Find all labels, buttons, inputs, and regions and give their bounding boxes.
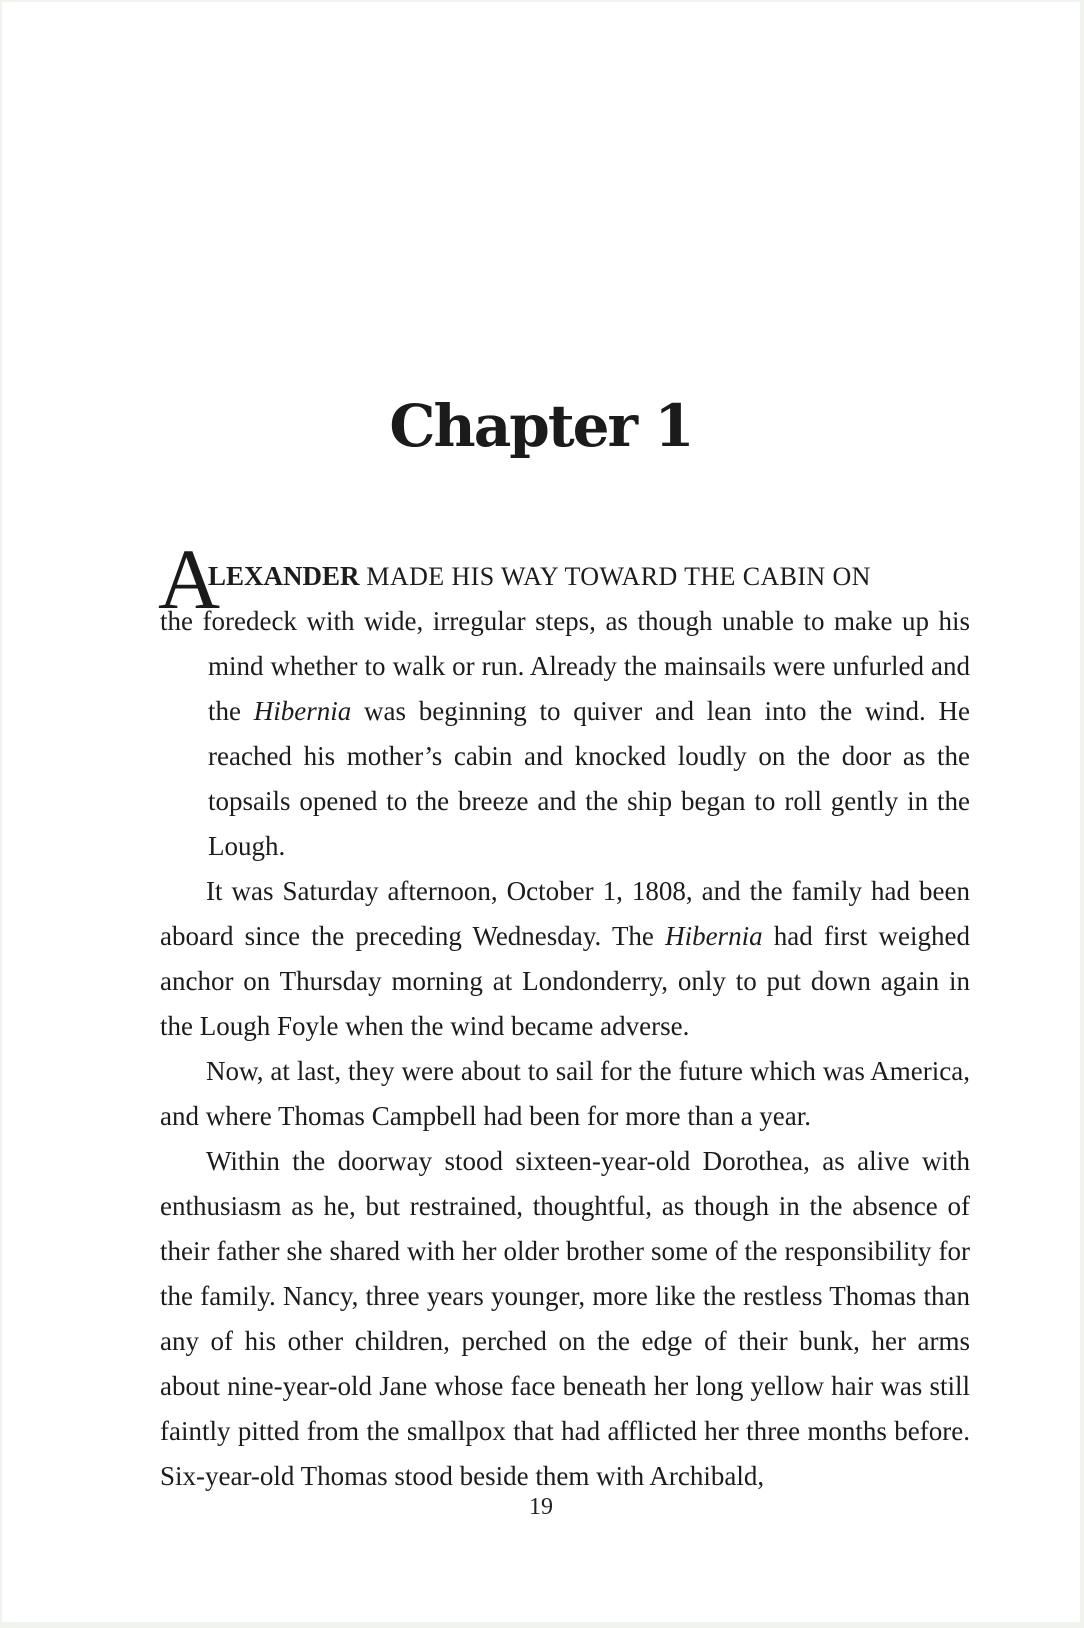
paragraph-1: [158, 531, 970, 869]
paragraph-1-text-b: was beginning to quiver and lean into the wind. He reached his mother’s cabin and knocked loudly on the door as the topsails opened to the breeze and the ship began to roll gently in the Lough.: [208, 696, 970, 861]
ship-name-italic: Hibernia: [665, 921, 763, 951]
paragraph-1-text-a: the foredeck with wide, irregular steps, as though unable to make up his mind whether to walk or run. Already the mainsails were unfurled and the: [160, 606, 970, 726]
page-number: 19: [529, 1494, 553, 1520]
paragraph-2-text-b: had first weighed anchor on Thursday morning at Londonderry, only to put down again in the Lough Foyle when the wind became adverse.: [160, 921, 970, 1041]
book-page: [2, 2, 1080, 1622]
chapter-body: [158, 531, 970, 1499]
lead-word: LEXANDER: [208, 561, 360, 591]
drop-cap: A: [158, 531, 221, 627]
chapter-title: Chapter 1: [389, 392, 693, 460]
lead-line-smallcaps: MADE HIS WAY TOWARD THE CABIN ON: [359, 562, 871, 591]
paragraph-4: Within the doorway stood sixteen-year-old Dorothea, as alive with enthusiasm as he, but restrained, thoughtful, as though in the absence of their father she shared with her older brother some of the responsibility for the family. Nancy, three years younger, more like the restless Thomas than any of his other children, perched on the edge of their bunk, her arms about nine-year-old Jane whose face beneath her long yellow hair was still faintly pitted from the smallpox that had afflicted her three months before. Six-year-old Thomas stood beside them with Archibald,: [160, 1146, 970, 1491]
paragraph-2-text-a: It was Saturday afternoon, October 1, 1808, and the family had been aboard since the preceding Wednesday. The: [160, 876, 970, 951]
paragraph-3: Now, at last, they were about to sail for the future which was America, and where Thomas Campbell had been for more than a year.: [160, 1056, 970, 1131]
paragraph-2: [160, 869, 970, 1049]
ship-name-italic: Hibernia: [253, 696, 352, 726]
